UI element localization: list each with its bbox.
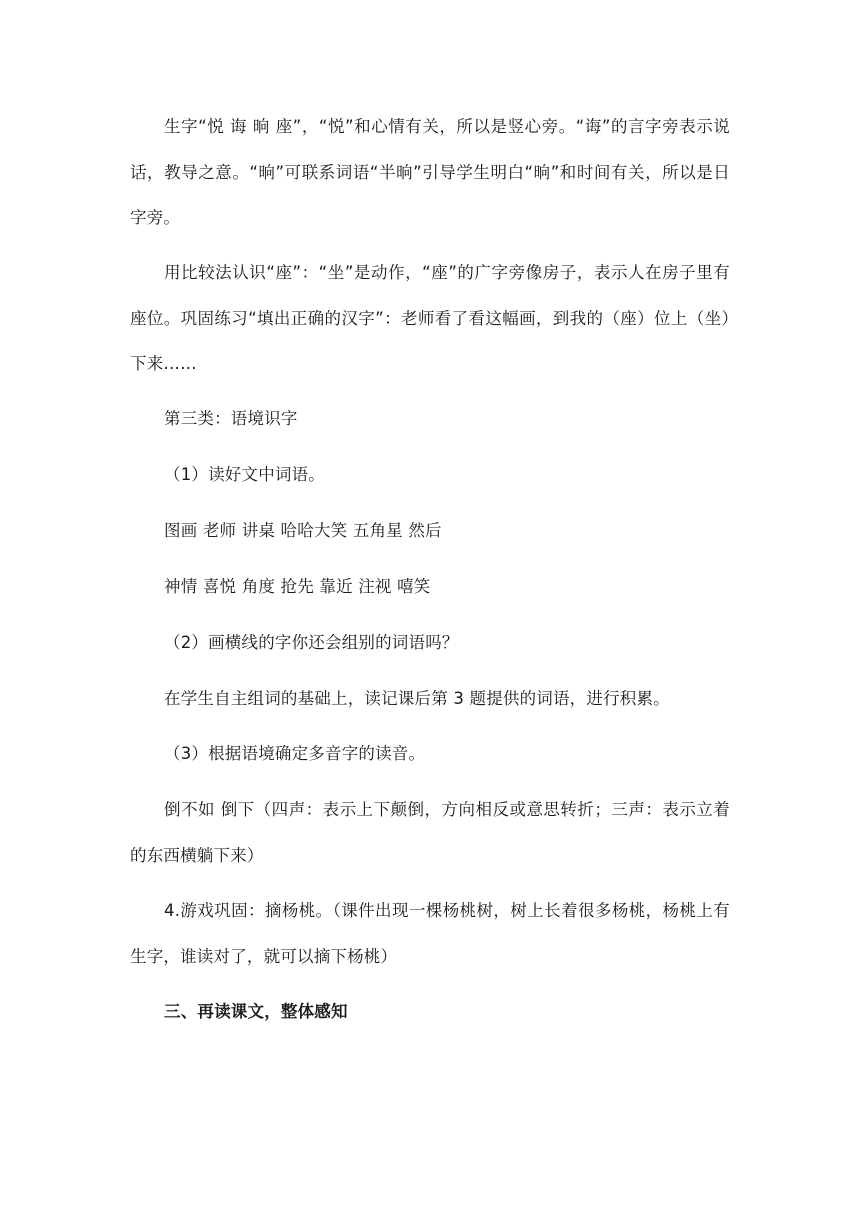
paragraph-word-list-1: 图画 老师 讲桌 哈哈大笑 五角星 然后 [164, 521, 442, 540]
paragraph-polyphone-explanation: 倒不如 倒下（四声：表示上下颠倒，方向相反或意思转折；三声：表示立着的东西横躺下来） [130, 800, 730, 865]
paragraph-step-2: （2）画横线的字你还会组别的词语吗？ [164, 633, 459, 652]
paragraph-accumulate-words: 在学生自主组词的基础上，读记课后第 3 题提供的词语，进行积累。 [164, 689, 670, 708]
paragraph-step-3: （3）根据语境确定多音字的读音。 [164, 744, 426, 763]
paragraph-game-review: 4.游戏巩固：摘杨桃。（课件出现一棵杨桃树，树上长着很多杨桃，杨桃上有生字，谁读对了，就可以摘下杨桃） [130, 901, 730, 966]
section-heading-reread: 三、再读课文，整体感知 [164, 1002, 348, 1021]
paragraph-new-characters: 生字“悦 诲 晌 座”，“悦”和心情有关，所以是竖心旁。“诲”的言字旁表示说话，教导之意。“晌”可联系词语“半晌”引导学生明白“晌”和时间有关，所以是日字旁。 [130, 117, 730, 227]
paragraph-step-1: （1）读好文中词语。 [164, 465, 325, 484]
paragraph-compare-method: 用比较法认识“座”：“坐”是动作，“座”的广字旁像房子，表示人在房子里有座位。巩固练习“填出正确的汉字”：老师看了看这幅画，到我的（座）位上（坐）下来…… [130, 263, 730, 373]
paragraph-word-list-2: 神情 喜悦 角度 抢先 靠近 注视 嘻笑 [164, 577, 431, 596]
paragraph-third-category-heading: 第三类：语境识字 [164, 409, 298, 428]
